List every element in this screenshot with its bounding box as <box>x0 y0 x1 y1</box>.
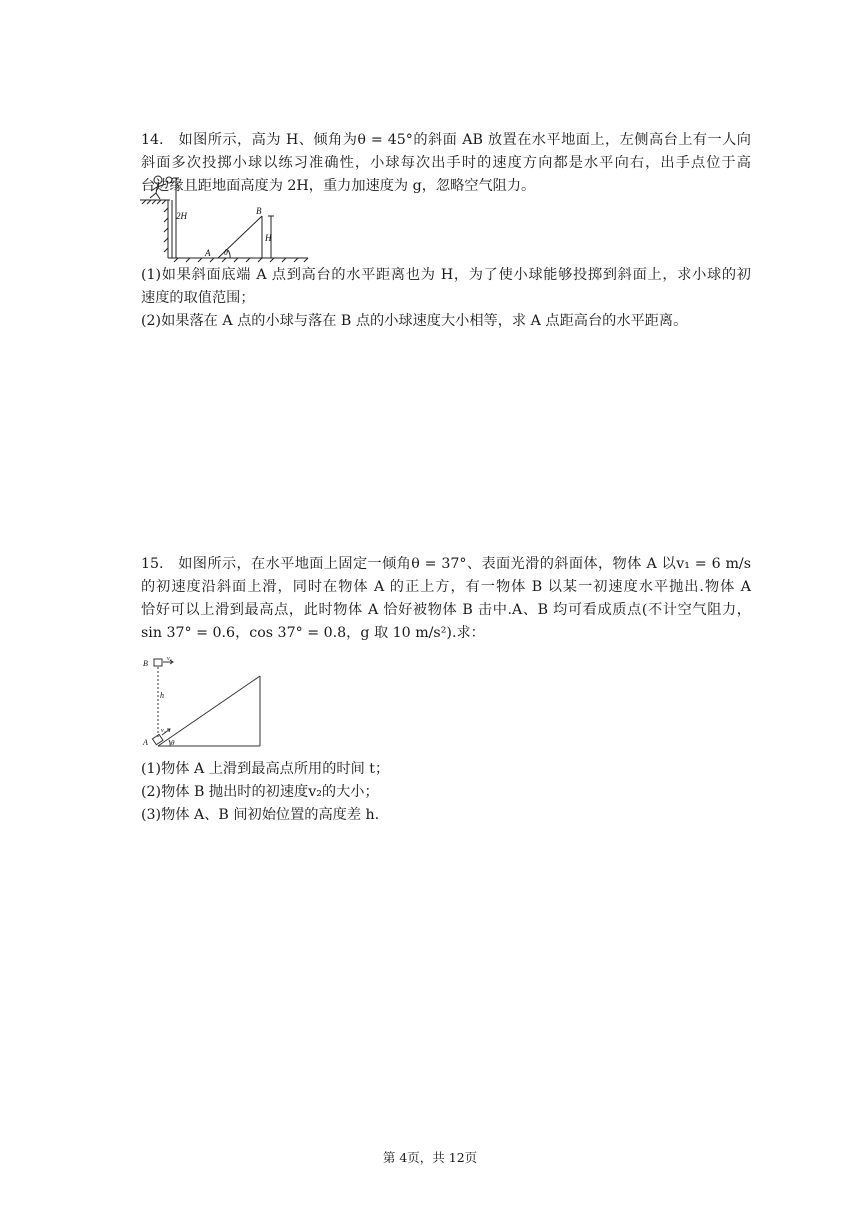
question-15-part-1: (1)物体 A 上滑到最高点所用的时间 t； <box>141 761 390 777</box>
figure15-label-v2: v₂ <box>167 656 172 662</box>
question-15-figure <box>140 652 270 752</box>
figure14-label-theta: θ <box>224 248 228 257</box>
question-14-part-2: (2)如果落在 A 点的小球与落在 B 点的小球速度大小相等，求 A 点距高台的水平距离。 <box>141 313 688 329</box>
question-14-line-1: 14. 如图所示，高为 H、倾角为θ = 45°的斜面 AB 放置在水平地面上，左侧高台上有一人向 <box>141 132 751 148</box>
figure14-label-H: H <box>265 233 272 243</box>
question-14-part-1a: (1)如果斜面底端 A 点到高台的水平距离也为 H，为了使小球能够投掷到斜面上，求小球的初 <box>141 267 751 283</box>
question-15-line-2: 的初速度沿斜面上滑，同时在物体 A 的正上方，有一物体 B 以某一初速度水平抛出.物体 A <box>141 579 751 595</box>
figure14-label-B: B <box>256 206 262 216</box>
figure14-label-2H: 2H <box>176 211 187 221</box>
question-15-parts <box>141 758 751 827</box>
question-15-line-3: 恰好可以上滑到最高点，此时物体 A 恰好被物体 B 击中.A、B 均可看成质点(不计空气阻力， <box>141 602 751 618</box>
question-14-figure <box>140 172 310 264</box>
figure15-label-A: A <box>143 738 148 747</box>
figure15-label-theta: θ <box>171 739 175 747</box>
question-15-part-2: (2)物体 B 抛出时的初速度v₂的大小； <box>141 784 379 800</box>
question-15-line-1: 15. 如图所示，在水平地面上固定一倾角θ = 37°、表面光滑的斜面体，物体 A 以v₁ = 6 m/s <box>141 556 751 572</box>
figure15-label-B: B <box>143 659 148 668</box>
question-14-line-2: 斜面多次投掷小球以练习准确性，小球每次出手时的速度方向都是水平向右，出手点位于高 <box>141 155 751 171</box>
figure14-label-A: A <box>205 248 211 258</box>
question-14-parts <box>141 264 751 333</box>
page-footer: 第 4页，共 12页 <box>382 1150 478 1165</box>
question-15-stem <box>141 553 751 645</box>
question-14-part-1b: 速度的取值范围； <box>141 290 255 306</box>
question-15-line-4: sin 37° = 0.6，cos 37° = 0.8，g 取 10 m/s²).求： <box>141 625 485 641</box>
figure15-label-h: h <box>160 691 164 700</box>
question-14-line-3: 台边缘且距地面高度为 2H，重力加速度为 g，忽略空气阻力。 <box>141 178 536 194</box>
question-15-part-3: (3)物体 A、B 间初始位置的高度差 h. <box>141 807 380 823</box>
figure15-label-v1: v₁ <box>161 728 166 734</box>
